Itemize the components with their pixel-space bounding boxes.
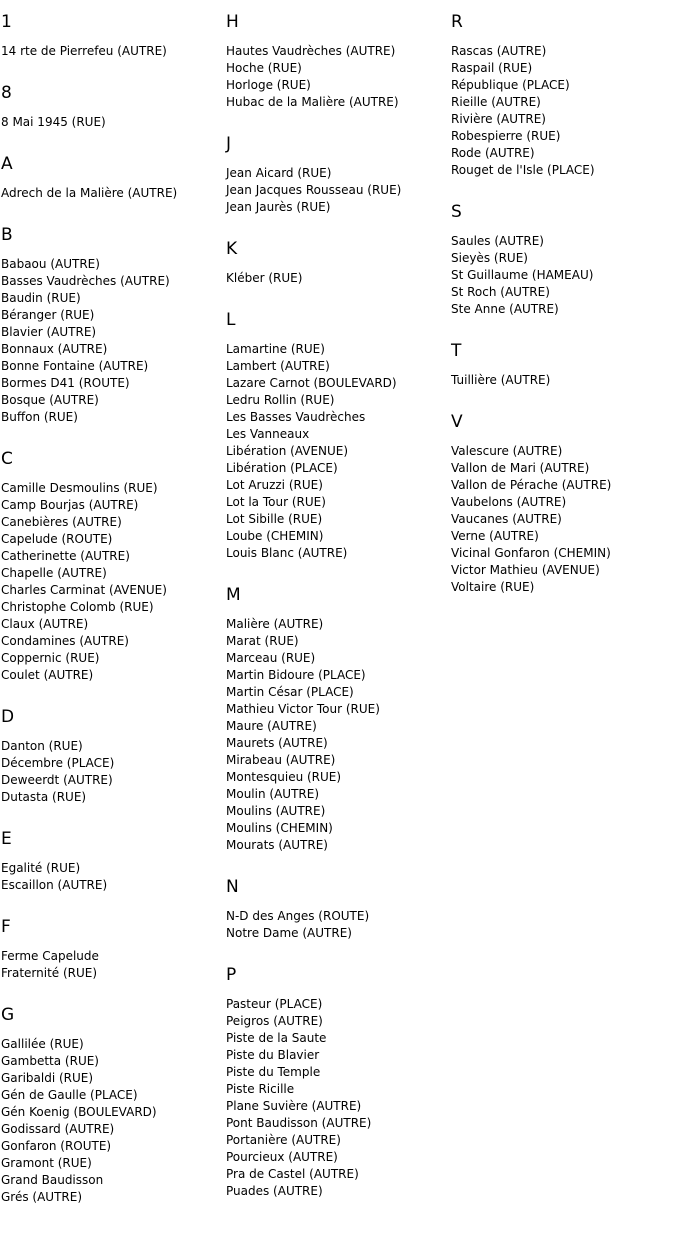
street-item: Rivière (AUTRE) (451, 112, 546, 126)
street-item: République (PLACE) (451, 78, 570, 92)
street-item: Ledru Rollin (RUE) (226, 393, 335, 407)
street-item: Marceau (RUE) (226, 651, 316, 665)
letter-heading: C (1, 449, 13, 469)
street-item: Lamartine (RUE) (226, 342, 325, 356)
street-item: Grés (AUTRE) (1, 1190, 83, 1204)
letter-heading: B (1, 225, 13, 245)
street-item: Libération (AVENUE) (226, 444, 349, 458)
street-item: Louis Blanc (AUTRE) (226, 546, 348, 560)
street-list (226, 165, 448, 216)
street-item: Coppernic (RUE) (1, 651, 100, 665)
street-item: Gonfaron (ROUTE) (1, 1139, 112, 1153)
street-item: Victor Mathieu (AVENUE) (451, 563, 600, 577)
street-item: Christophe Colomb (RUE) (1, 600, 154, 614)
street-index-column-1 (1, 12, 223, 1206)
street-item: Piste du Temple (226, 1065, 321, 1079)
street-list (451, 43, 673, 179)
street-item: Hautes Vaudrèches (AUTRE) (226, 44, 396, 58)
street-item: Dutasta (RUE) (1, 790, 87, 804)
street-list (226, 341, 448, 562)
street-list (1, 1036, 223, 1206)
letter-heading: M (226, 585, 241, 605)
street-item: Lot la Tour (RUE) (226, 495, 326, 509)
letter-heading: P (226, 965, 237, 985)
street-item: Buffon (RUE) (1, 410, 78, 424)
street-item: Bosque (AUTRE) (1, 393, 99, 407)
street-item: Rode (AUTRE) (451, 146, 535, 160)
street-item: Coulet (AUTRE) (1, 668, 94, 682)
street-item: Voltaire (RUE) (451, 580, 535, 594)
street-item: Pont Baudisson (AUTRE) (226, 1116, 372, 1130)
letter-section (1, 1005, 223, 1206)
letter-section (226, 134, 448, 216)
street-item: Plane Suvière (AUTRE) (226, 1099, 362, 1113)
street-item: Béranger (RUE) (1, 308, 95, 322)
street-item: Vaucanes (AUTRE) (451, 512, 562, 526)
letter-section (1, 917, 223, 982)
letter-heading: V (451, 412, 463, 432)
letter-heading: G (1, 1005, 15, 1025)
street-item: Vicinal Gonfaron (CHEMIN) (451, 546, 611, 560)
street-item: Babaou (AUTRE) (1, 257, 100, 271)
letter-section (226, 877, 448, 942)
letter-section (1, 829, 223, 894)
street-item: Gén de Gaulle (PLACE) (1, 1088, 138, 1102)
street-list (1, 43, 223, 60)
street-item: Mathieu Victor Tour (RUE) (226, 702, 380, 716)
street-item: 14 rte de Pierrefeu (AUTRE) (1, 44, 167, 58)
street-item: Jean Jacques Rousseau (RUE) (226, 183, 402, 197)
street-item: Camp Bourjas (AUTRE) (1, 498, 139, 512)
street-item: Maure (AUTRE) (226, 719, 317, 733)
street-item: Lambert (AUTRE) (226, 359, 330, 373)
street-item: Ste Anne (AUTRE) (451, 302, 559, 316)
street-item: Martin Bidoure (PLACE) (226, 668, 366, 682)
letter-section (226, 965, 448, 1200)
street-item: Montesquieu (RUE) (226, 770, 342, 784)
letter-heading: F (1, 917, 11, 937)
street-item: Bormes D41 (ROUTE) (1, 376, 130, 390)
street-list (226, 616, 448, 854)
street-item: Raspail (RUE) (451, 61, 533, 75)
street-item: Rieille (AUTRE) (451, 95, 541, 109)
street-item: Marat (RUE) (226, 634, 299, 648)
street-item: Décembre (PLACE) (1, 756, 115, 770)
letter-section (226, 310, 448, 562)
street-item: Capelude (ROUTE) (1, 532, 113, 546)
letter-section (1, 83, 223, 131)
street-item: Gallilée (RUE) (1, 1037, 84, 1051)
street-item: Lot Aruzzi (RUE) (226, 478, 323, 492)
letter-heading: 1 (1, 12, 12, 32)
letter-section (451, 12, 673, 179)
street-item: Vaubelons (AUTRE) (451, 495, 567, 509)
street-item: Vallon de Pérache (AUTRE) (451, 478, 612, 492)
street-item: Charles Carminat (AVENUE) (1, 583, 167, 597)
street-item: Pasteur (PLACE) (226, 997, 323, 1011)
letter-section (1, 225, 223, 426)
street-item: Bonne Fontaine (AUTRE) (1, 359, 149, 373)
street-item: Egalité (RUE) (1, 861, 81, 875)
street-item: Piste Ricille (226, 1082, 295, 1096)
street-list (1, 948, 223, 982)
street-item: Piste du Blavier (226, 1048, 320, 1062)
street-item: Notre Dame (AUTRE) (226, 926, 352, 940)
street-item: Lot Sibille (RUE) (226, 512, 323, 526)
street-item: Garibaldi (RUE) (1, 1071, 94, 1085)
street-item: Escaillon (AUTRE) (1, 878, 108, 892)
street-item: Condamines (AUTRE) (1, 634, 129, 648)
street-item: 8 Mai 1945 (RUE) (1, 115, 106, 129)
letter-section (451, 412, 673, 596)
street-item: Godissard (AUTRE) (1, 1122, 115, 1136)
street-index-column-3 (451, 12, 673, 596)
street-item: Gambetta (RUE) (1, 1054, 99, 1068)
street-list (1, 738, 223, 806)
street-item: Verne (AUTRE) (451, 529, 539, 543)
letter-heading: A (1, 154, 13, 174)
street-item: Blavier (AUTRE) (1, 325, 97, 339)
street-item: St Guillaume (HAMEAU) (451, 268, 594, 282)
street-item: Catherinette (AUTRE) (1, 549, 130, 563)
letter-section (451, 202, 673, 318)
street-item: Gramont (RUE) (1, 1156, 92, 1170)
street-item: Deweerdt (AUTRE) (1, 773, 113, 787)
letter-section (1, 449, 223, 684)
street-item: Puades (AUTRE) (226, 1184, 323, 1198)
street-item: Grand Baudisson (1, 1173, 104, 1187)
street-list (451, 443, 673, 596)
street-item: Mourats (AUTRE) (226, 838, 328, 852)
street-item: Hoche (RUE) (226, 61, 302, 75)
letter-heading: L (226, 310, 236, 330)
street-item: Hubac de la Malière (AUTRE) (226, 95, 399, 109)
street-item: Tuillière (AUTRE) (451, 373, 551, 387)
street-item: Ferme Capelude (1, 949, 99, 963)
street-item: Moulins (AUTRE) (226, 804, 326, 818)
street-item: Danton (RUE) (1, 739, 83, 753)
letter-heading: N (226, 877, 239, 897)
letter-section (1, 12, 223, 60)
letter-heading: T (451, 341, 462, 361)
letter-heading: S (451, 202, 462, 222)
street-list (1, 256, 223, 426)
letter-heading: R (451, 12, 463, 32)
street-index-column-2 (226, 12, 448, 1200)
street-list (226, 908, 448, 942)
street-item: Claux (AUTRE) (1, 617, 89, 631)
street-item: Pourcieux (AUTRE) (226, 1150, 338, 1164)
street-list (1, 480, 223, 684)
street-item: Horloge (RUE) (226, 78, 311, 92)
street-item: Jean Aicard (RUE) (226, 166, 332, 180)
street-item: Robespierre (RUE) (451, 129, 561, 143)
street-item: Moulin (AUTRE) (226, 787, 319, 801)
letter-section (226, 12, 448, 111)
street-item: Mirabeau (AUTRE) (226, 753, 336, 767)
letter-section (1, 707, 223, 806)
street-list (451, 233, 673, 318)
street-item: Les Basses Vaudrèches (226, 410, 366, 424)
street-item: Bonnaux (AUTRE) (1, 342, 108, 356)
letter-heading: K (226, 239, 238, 259)
street-item: Basses Vaudrèches (AUTRE) (1, 274, 170, 288)
street-item: Jean Jaurès (RUE) (226, 200, 331, 214)
street-item: Moulins (CHEMIN) (226, 821, 333, 835)
letter-section (226, 239, 448, 287)
letter-heading: 8 (1, 83, 12, 103)
street-item: Piste de la Saute (226, 1031, 327, 1045)
street-item: Loube (CHEMIN) (226, 529, 324, 543)
street-item: Chapelle (AUTRE) (1, 566, 107, 580)
street-item: Adrech de la Malière (AUTRE) (1, 186, 178, 200)
street-item: Pra de Castel (AUTRE) (226, 1167, 359, 1181)
street-item: Kléber (RUE) (226, 271, 303, 285)
street-item: Valescure (AUTRE) (451, 444, 563, 458)
street-item: N-D des Anges (ROUTE) (226, 909, 370, 923)
letter-section (451, 341, 673, 389)
street-item: Les Vanneaux (226, 427, 310, 441)
street-item: Libération (PLACE) (226, 461, 338, 475)
street-item: St Roch (AUTRE) (451, 285, 550, 299)
street-list (226, 270, 448, 287)
letter-heading: H (226, 12, 239, 32)
street-list (226, 43, 448, 111)
letter-heading: E (1, 829, 12, 849)
street-list (1, 114, 223, 131)
street-item: Lazare Carnot (BOULEVARD) (226, 376, 397, 390)
street-item: Rascas (AUTRE) (451, 44, 547, 58)
street-item: Camille Desmoulins (RUE) (1, 481, 158, 495)
street-item: Maurets (AUTRE) (226, 736, 328, 750)
street-item: Portanière (AUTRE) (226, 1133, 341, 1147)
letter-section (1, 154, 223, 202)
street-item: Rouget de l'Isle (PLACE) (451, 163, 595, 177)
street-list (451, 372, 673, 389)
street-item: Saules (AUTRE) (451, 234, 544, 248)
street-item: Malière (AUTRE) (226, 617, 324, 631)
street-item: Martin César (PLACE) (226, 685, 354, 699)
street-item: Vallon de Mari (AUTRE) (451, 461, 590, 475)
street-item: Gén Koenig (BOULEVARD) (1, 1105, 157, 1119)
letter-heading: D (1, 707, 15, 727)
street-item: Baudin (RUE) (1, 291, 81, 305)
street-item: Peigros (AUTRE) (226, 1014, 323, 1028)
street-list (1, 185, 223, 202)
street-list (1, 860, 223, 894)
street-item: Sieyès (RUE) (451, 251, 528, 265)
street-item: Canebières (AUTRE) (1, 515, 122, 529)
letter-section (226, 585, 448, 854)
letter-heading: J (226, 134, 232, 154)
street-list (226, 996, 448, 1200)
street-item: Fraternité (RUE) (1, 966, 98, 980)
